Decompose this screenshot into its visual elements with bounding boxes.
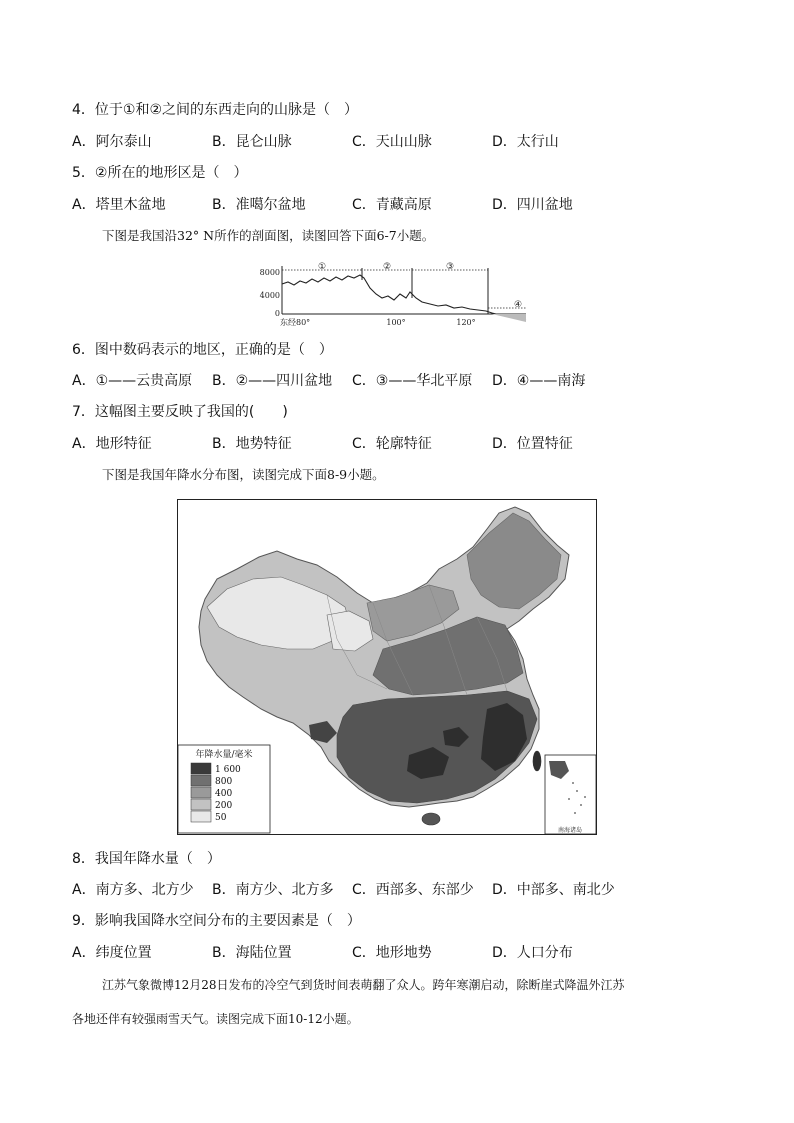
- legend-label-0: 1 600: [215, 765, 241, 775]
- legend-label-1: 800: [215, 777, 233, 787]
- q7-option-d: D．位置特征: [492, 436, 573, 452]
- q9-option-a: A．纬度位置: [72, 945, 152, 961]
- question-4-stem: 4．位于①和②之间的东西走向的山脉是（ ）: [72, 102, 359, 118]
- region-label-2: ②: [382, 262, 392, 272]
- q8-option-d: D．中部多、南北少: [492, 882, 615, 898]
- q6-option-d: D．④——南海: [492, 373, 586, 389]
- region-label-3: ③: [445, 262, 455, 272]
- region-label-1: ①: [317, 262, 327, 272]
- terrain-line: [282, 275, 526, 320]
- y-tick-4000: 4000: [259, 291, 280, 300]
- inset-label: 南海诸岛: [557, 827, 583, 834]
- q5-option-d: D．四川盆地: [492, 197, 573, 213]
- terrain-profile-diagram: [250, 258, 540, 328]
- legend-swatch-2: [191, 787, 211, 798]
- q5-option-b: B．准噶尔盆地: [212, 197, 306, 213]
- legend-swatch-3: [191, 799, 211, 810]
- q9-option-b: B．海陆位置: [212, 945, 292, 961]
- sea-area: [492, 314, 526, 322]
- legend-swatch-4: [191, 811, 211, 822]
- legend-swatch-0: [191, 763, 211, 774]
- q5-option-a: A．塔里木盆地: [72, 197, 166, 213]
- question-9-stem: 9．影响我国降水空间分布的主要因素是（ ）: [72, 913, 361, 929]
- q8-option-a: A．南方多、北方少: [72, 882, 194, 898]
- q4-option-d: D．太行山: [492, 134, 559, 150]
- legend-swatch-1: [191, 775, 211, 786]
- q8-option-b: B．南方少、北方多: [212, 882, 334, 898]
- legend-title: 年降水量/毫米: [195, 750, 253, 760]
- q7-option-b: B．地势特征: [212, 436, 292, 452]
- q9-option-c: C．地形地势: [352, 945, 432, 961]
- taiwan-island: [533, 751, 541, 771]
- y-tick-0: 0: [274, 309, 280, 318]
- q9-option-d: D．人口分布: [492, 945, 573, 961]
- legend-label-2: 400: [215, 789, 233, 799]
- q4-option-b: B．昆仑山脉: [212, 134, 292, 150]
- y-tick-8000: 8000: [259, 268, 280, 277]
- intro-6-7: 下图是我国沿32° N所作的剖面图，读图回答下面6-7小题。: [102, 228, 435, 243]
- q4-option-a: A．阿尔泰山: [72, 134, 152, 150]
- precipitation-map: [177, 499, 597, 835]
- legend-label-4: 50: [215, 813, 227, 823]
- q4-option-c: C．天山山脉: [352, 134, 432, 150]
- x-tick-80: 东经80°: [280, 318, 311, 327]
- q6-option-b: B．②——四川盆地: [212, 373, 333, 389]
- hainan-island: [422, 813, 440, 825]
- x-tick-100: 100°: [386, 318, 406, 327]
- intro-8-9: 下图是我国年降水分布图，读图完成下面8-9小题。: [102, 467, 385, 482]
- intro-10-12-line2: 各地还伴有较强雨雪天气。读图完成下面10-12小题。: [72, 1012, 359, 1026]
- intro-10-12-line1: 江苏气象微博12月28日发布的冷空气到货时间表萌翻了众人。跨年寒潮启动，除断崖式降温外江苏: [102, 978, 625, 992]
- q8-option-c: C．西部多、东部少: [352, 882, 474, 898]
- question-7-stem: 7．这幅图主要反映了我国的( ): [72, 404, 288, 420]
- legend-label-3: 200: [215, 801, 233, 811]
- q5-option-c: C．青藏高原: [352, 197, 432, 213]
- q6-option-a: A．①——云贵高原: [72, 373, 193, 389]
- q7-option-c: C．轮廓特征: [352, 436, 432, 452]
- region-label-4: ④: [513, 300, 523, 310]
- question-6-stem: 6．图中数码表示的地区，正确的是（ ）: [72, 342, 333, 358]
- q7-option-a: A．地形特征: [72, 436, 152, 452]
- question-5-stem: 5．②所在的地形区是（ ）: [72, 165, 248, 181]
- x-tick-120: 120°: [456, 318, 476, 327]
- q6-option-c: C．③——华北平原: [352, 373, 473, 389]
- question-8-stem: 8．我国年降水量（ ）: [72, 851, 221, 867]
